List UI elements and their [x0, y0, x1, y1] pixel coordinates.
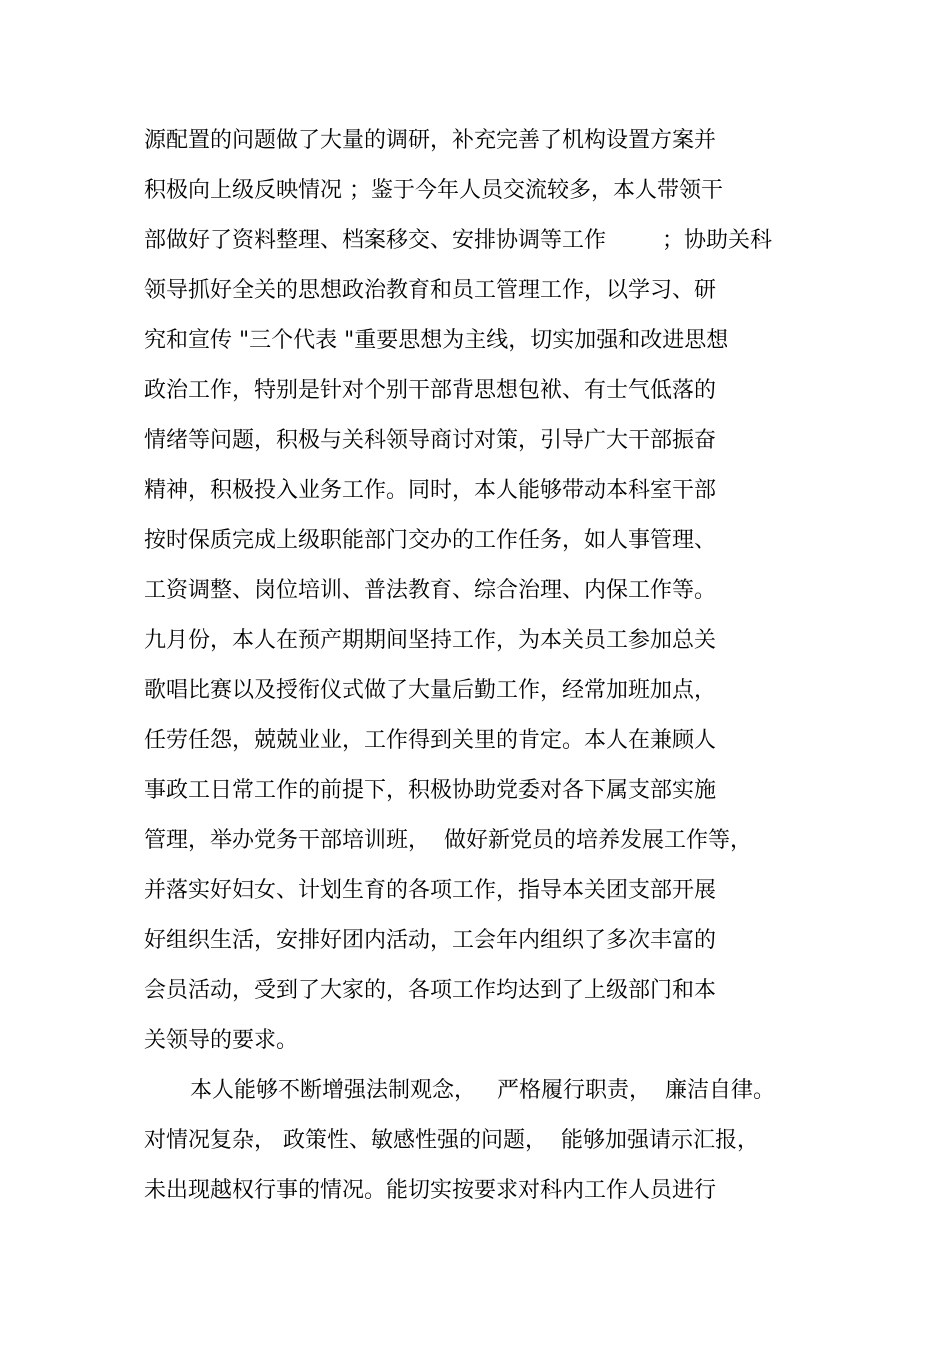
text-line: 源配置的问题做了大量的调研，补充完善了机构设置方案并: [144, 128, 717, 153]
text-line: 九月份，本人在预产期期间坚持工作，为本关员工参加总关: [144, 628, 717, 653]
text-line: 管理，举办党务干部培训班， 做好新党员的培养发展工作等，: [144, 828, 752, 853]
text-line: 未出现越权行事的情况。能切实按要求对科内工作人员进行: [144, 1178, 717, 1203]
text-line: 领导抓好全关的思想政治教育和员工管理工作，以学习、研: [144, 278, 717, 303]
paragraph-first-line: 本人能够不断增强法制观念， 严格履行职责， 廉洁自律。: [190, 1078, 775, 1103]
text-line: 部做好了资料整理、档案移交、安排协调等工作 ；协助关科: [144, 228, 772, 253]
text-line: 精神，积极投入业务工作。同时，本人能够带动本科室干部: [144, 478, 717, 503]
text-line: 任劳任怨，兢兢业业，工作得到关里的肯定。本人在兼顾人: [144, 728, 717, 753]
text-line: 工资调整、岗位培训、普法教育、综合治理、内保工作等。: [144, 578, 717, 603]
text-line: 关领导的要求。: [144, 1028, 299, 1053]
text-line: 并落实好妇女、计划生育的各项工作，指导本关团支部开展: [144, 878, 717, 903]
text-line: 对情况复杂， 政策性、敏感性强的问题， 能够加强请示汇报，: [144, 1128, 759, 1153]
document-body: [144, 123, 824, 1223]
text-line: 政治工作，特别是针对个别干部背思想包袱、有士气低落的: [144, 378, 717, 403]
text-line: 好组织生活，安排好团内活动，工会年内组织了多次丰富的: [144, 928, 717, 953]
text-line: 事政工日常工作的前提下，积极协助党委对各下属支部实施: [144, 778, 717, 803]
text-line: 情绪等问题，积极与关科领导商讨对策，引导广大干部振奋: [144, 428, 717, 453]
text-line: 会员活动，受到了大家的，各项工作均达到了上级部门和本: [144, 978, 717, 1003]
text-line: 积极向上级反映情况 ；鉴于今年人员交流较多，本人带领干: [144, 178, 723, 203]
text-line: 按时保质完成上级职能部门交办的工作任务，如人事管理、: [144, 528, 717, 553]
text-line: 究和宣传 "三个代表 "重要思想为主线，切实加强和改进思想: [144, 328, 729, 353]
text-line: 歌唱比赛以及授衔仪式做了大量后勤工作，经常加班加点，: [144, 678, 717, 703]
